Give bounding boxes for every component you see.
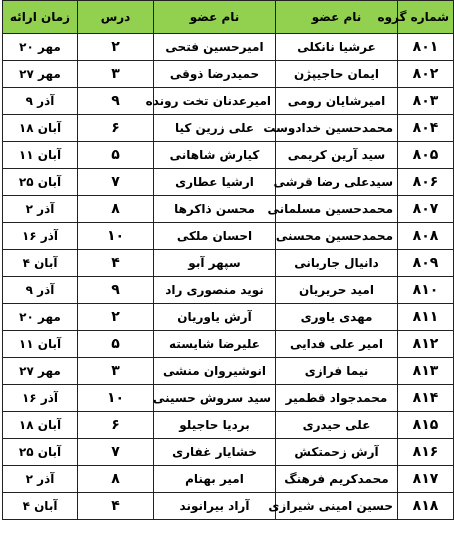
lesson-cell: ۴: [78, 250, 154, 277]
table-row: [3, 439, 454, 466]
member-2-cell: احسان ملکی: [154, 223, 276, 250]
member-2-cell: بردیا حاجیلو: [154, 412, 276, 439]
group-number-cell: ۸۱۳: [398, 358, 454, 385]
lesson-cell: ۷: [78, 169, 154, 196]
header-row: [3, 1, 454, 34]
table-row: [3, 412, 454, 439]
table-row: [3, 115, 454, 142]
presentation-time-cell: آبان ۴: [3, 250, 78, 277]
group-number-cell: ۸۰۲: [398, 61, 454, 88]
table-row: [3, 223, 454, 250]
group-number-cell: ۸۰۵: [398, 142, 454, 169]
presentation-time-cell: مهر ۲۷: [3, 61, 78, 88]
member-1-cell: محمدحسین مسلمانی: [276, 196, 398, 223]
lesson-cell: ۸: [78, 196, 154, 223]
group-number-cell: ۸۰۸: [398, 223, 454, 250]
group-number-cell: ۸۱۵: [398, 412, 454, 439]
member-2-cell: امیرحسین فتحی: [154, 34, 276, 61]
group-number-cell: ۸۱۲: [398, 331, 454, 358]
presentation-time-cell: آبان ۱۱: [3, 331, 78, 358]
table-row: [3, 331, 454, 358]
member-2-cell: امیرعدنان تخت رونده: [154, 88, 276, 115]
member-1-cell: عرشیا نانکلی: [276, 34, 398, 61]
header-group-number: شماره گروه: [398, 1, 454, 34]
lesson-cell: ۵: [78, 331, 154, 358]
group-number-cell: ۸۱۷: [398, 466, 454, 493]
presentation-time-cell: آذر ۲: [3, 196, 78, 223]
lesson-cell: ۹: [78, 277, 154, 304]
member-2-cell: محسن ذاکرها: [154, 196, 276, 223]
group-number-cell: ۸۱۶: [398, 439, 454, 466]
lesson-cell: ۶: [78, 115, 154, 142]
lesson-cell: ۳: [78, 61, 154, 88]
presentation-time-cell: آذر ۱۶: [3, 223, 78, 250]
presentation-time-cell: آبان ۲۵: [3, 439, 78, 466]
table-row: [3, 169, 454, 196]
member-2-cell: علی زرین کیا: [154, 115, 276, 142]
lesson-cell: ۹: [78, 88, 154, 115]
table-row: [3, 61, 454, 88]
member-1-cell: علی حیدری: [276, 412, 398, 439]
table-body: [3, 34, 454, 520]
member-1-cell: نیما فرازی: [276, 358, 398, 385]
table-row: [3, 385, 454, 412]
table-row: [3, 250, 454, 277]
member-1-cell: محمدحسین خدادوست: [276, 115, 398, 142]
member-1-cell: حسین امینی شیرازی: [276, 493, 398, 520]
member-1-cell: آرش زحمتکش: [276, 439, 398, 466]
presentation-time-cell: مهر ۲۰: [3, 304, 78, 331]
member-1-cell: ایمان حاجیپژن: [276, 61, 398, 88]
lesson-cell: ۱۰: [78, 385, 154, 412]
header-member-2: نام عضو: [154, 1, 276, 34]
group-number-cell: ۸۰۶: [398, 169, 454, 196]
presentation-time-cell: آذر ۹: [3, 277, 78, 304]
presentation-time-cell: آذر ۲: [3, 466, 78, 493]
lesson-cell: ۵: [78, 142, 154, 169]
member-1-cell: امید حریریان: [276, 277, 398, 304]
lesson-cell: ۱۰: [78, 223, 154, 250]
group-number-cell: ۸۰۴: [398, 115, 454, 142]
member-1-cell: امیر علی فدایی: [276, 331, 398, 358]
table-row: [3, 358, 454, 385]
member-1-cell: محمدکریم فرهنگ: [276, 466, 398, 493]
group-number-cell: ۸۰۱: [398, 34, 454, 61]
group-number-cell: ۸۱۴: [398, 385, 454, 412]
group-number-cell: ۸۰۷: [398, 196, 454, 223]
group-number-cell: ۸۰۳: [398, 88, 454, 115]
member-2-cell: خشایار غفاری: [154, 439, 276, 466]
member-1-cell: سید آرین کریمی: [276, 142, 398, 169]
group-number-cell: ۸۰۹: [398, 250, 454, 277]
table-row: [3, 304, 454, 331]
group-schedule-table: [2, 0, 454, 520]
presentation-time-cell: مهر ۲۷: [3, 358, 78, 385]
member-2-cell: آرش یاوریان: [154, 304, 276, 331]
presentation-time-cell: آبان ۱۸: [3, 115, 78, 142]
table-row: [3, 34, 454, 61]
header-member-1: نام عضو: [276, 1, 398, 34]
member-1-cell: محمدجواد قطمیر: [276, 385, 398, 412]
table-row: [3, 88, 454, 115]
presentation-time-cell: آذر ۱۶: [3, 385, 78, 412]
member-1-cell: سیدعلی رضا قرشی: [276, 169, 398, 196]
lesson-cell: ۶: [78, 412, 154, 439]
lesson-cell: ۷: [78, 439, 154, 466]
table-header: [3, 1, 454, 34]
member-2-cell: انوشیروان منشی: [154, 358, 276, 385]
member-2-cell: سپهر آبو: [154, 250, 276, 277]
member-2-cell: امیر بهنام: [154, 466, 276, 493]
member-1-cell: مهدی یاوری: [276, 304, 398, 331]
member-2-cell: آراد بیرانوند: [154, 493, 276, 520]
member-2-cell: حمیدرضا ذوقی: [154, 61, 276, 88]
group-number-cell: ۸۱۸: [398, 493, 454, 520]
presentation-time-cell: آذر ۹: [3, 88, 78, 115]
member-1-cell: دانیال جاربانی: [276, 250, 398, 277]
lesson-cell: ۳: [78, 358, 154, 385]
lesson-cell: ۲: [78, 304, 154, 331]
member-2-cell: کیارش شاهانی: [154, 142, 276, 169]
table-row: [3, 466, 454, 493]
header-presentation-time: زمان ارائه: [3, 1, 78, 34]
group-number-cell: ۸۱۱: [398, 304, 454, 331]
header-lesson: درس: [78, 1, 154, 34]
presentation-time-cell: آبان ۴: [3, 493, 78, 520]
table-row: [3, 493, 454, 520]
table-row: [3, 196, 454, 223]
lesson-cell: ۴: [78, 493, 154, 520]
presentation-time-cell: آبان ۱۸: [3, 412, 78, 439]
member-2-cell: سید سروش حسینی: [154, 385, 276, 412]
presentation-time-cell: آبان ۱۱: [3, 142, 78, 169]
lesson-cell: ۲: [78, 34, 154, 61]
table-row: [3, 142, 454, 169]
member-2-cell: ارشیا عطاری: [154, 169, 276, 196]
group-number-cell: ۸۱۰: [398, 277, 454, 304]
member-1-cell: محمدحسین محسنی: [276, 223, 398, 250]
presentation-time-cell: مهر ۲۰: [3, 34, 78, 61]
table-row: [3, 277, 454, 304]
lesson-cell: ۸: [78, 466, 154, 493]
member-2-cell: علیرضا شایسته: [154, 331, 276, 358]
member-2-cell: نوید منصوری راد: [154, 277, 276, 304]
presentation-time-cell: آبان ۲۵: [3, 169, 78, 196]
member-1-cell: امیرشایان رومی: [276, 88, 398, 115]
